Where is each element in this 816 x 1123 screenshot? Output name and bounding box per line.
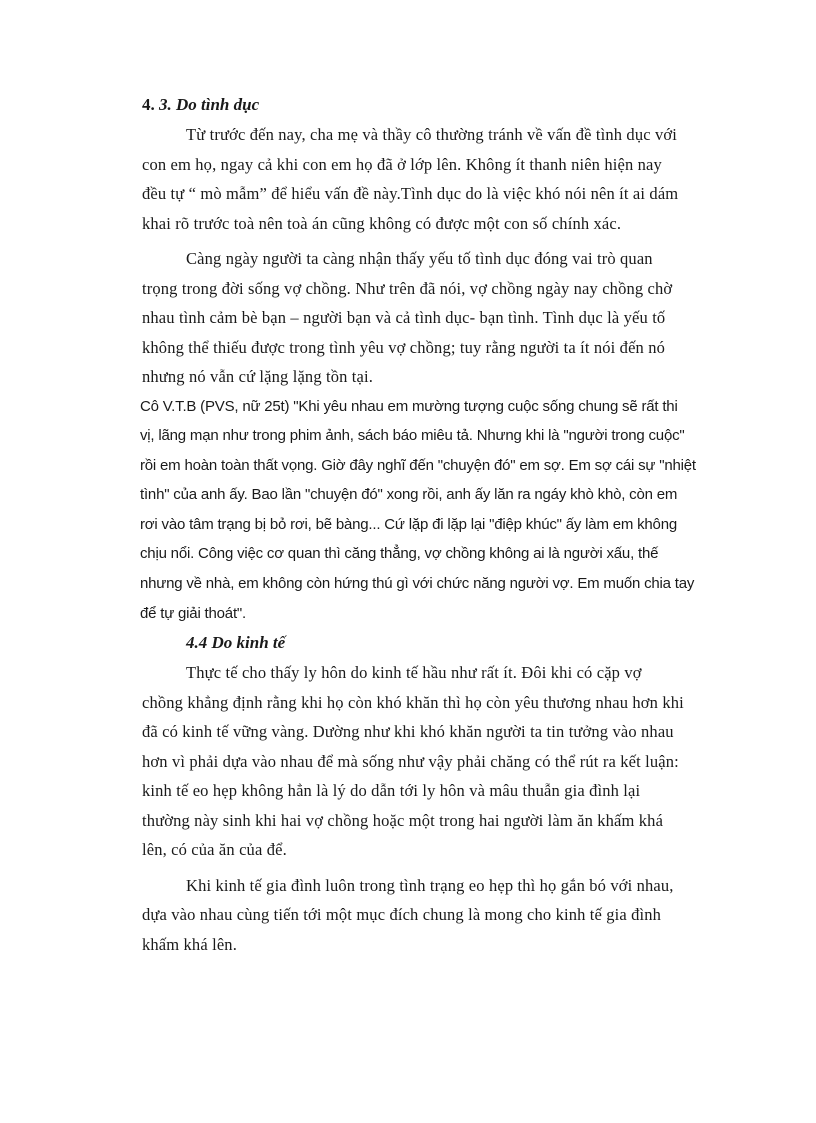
- text-line: chồng khẳng định rằng khi họ còn khó khăn thì họ còn yêu thương nhau hơn khi: [142, 692, 684, 712]
- text-line: lên, có của ăn của để.: [142, 840, 287, 860]
- text-line: Thực tế cho thấy ly hôn do kinh tế hầu như rất ít. Đôi khi có cặp vợ: [186, 663, 642, 683]
- text-line: khai rõ trước toà nên toà án cũng không có được một con số chính xác.: [142, 213, 622, 233]
- quote-line: vị, lãng mạn như trong phim ảnh, sách báo miêu tả. Nhưng khi là "người trong cuộc": [140, 427, 685, 445]
- text-line: trọng trong đời sống vợ chồng. Như trên đã nói, vợ chồng ngày nay chồng chờ: [142, 278, 673, 298]
- text-line: dựa vào nhau cùng tiến tới một mục đích chung là mong cho kinh tế gia đình: [142, 905, 662, 925]
- quote-line: rơi vào tâm trạng bị bỏ rơi, bẽ bàng... Cứ lặp đi lặp lại "điệp khúc" ấy làm em không: [140, 515, 677, 533]
- paragraph-sex-2: [142, 244, 702, 392]
- text-line: không thể thiếu được trong tình yêu vợ chồng; tuy rằng người ta ít nói đến nó: [142, 337, 666, 357]
- text-line: nhau tình cảm bè bạn – người bạn và cả tình dục- bạn tình. Tình dục là yếu tố: [142, 308, 666, 327]
- text-line: Khi kinh tế gia đình luôn trong tình trạng eo hẹp thì họ gắn bó với nhau,: [186, 875, 674, 895]
- section-heading-4-3: [142, 90, 702, 120]
- text-line: kinh tế eo hẹp không hẳn là lý do dẫn tới ly hôn và mâu thuẫn gia đình lại: [142, 781, 641, 801]
- paragraph-economy-1: [142, 658, 702, 865]
- text-line: hơn vì phải dựa vào nhau để mà sống như vậy phải chăng có thể rút ra kết luận:: [142, 751, 679, 771]
- quote-line: rồi em hoàn toàn thất vọng. Giờ đây nghĩ đến "chuyện đó" em sợ. Em sợ cái sự "nhiệt: [140, 456, 696, 474]
- quote-line: chịu nổi. Công việc cơ quan thì căng thẳng, vợ chồng không ai là người xấu, thế: [140, 545, 659, 563]
- text-line: khấm khá lên.: [142, 934, 237, 954]
- text-line: Từ trước đến nay, cha mẹ và thầy cô thường tránh về vấn đề tình dục với: [186, 125, 677, 144]
- quote-line: Cô V.T.B (PVS, nữ 25t) "Khi yêu nhau em mường tượng cuộc sống chung sẽ rất thi: [140, 397, 678, 415]
- section-title: 3. Do tình dục: [154, 95, 260, 114]
- text-line: đã có kinh tế vững vàng. Dường như khi khó khăn người ta tin tưởng vào nhau: [142, 722, 674, 742]
- text-line: thường này sinh khi hai vợ chồng hoặc một trong hai người làm ăn khấm khá: [142, 810, 664, 830]
- text-line: đều tự “ mò mẫm” để hiểu vấn đề này.Tình dục do là việc khó nói nên ít ai dám: [142, 184, 679, 203]
- text-line: nhưng nó vẫn cứ lặng lặng tồn tại.: [142, 367, 374, 386]
- text-line: Càng ngày người ta càng nhận thấy yếu tố tình dục đóng vai trò quan: [186, 249, 653, 268]
- text-line: con em họ, ngay cả khi con em họ đã ở lớp lên. Không ít thanh niên hiện nay: [142, 154, 662, 174]
- paragraph-sex-1: [142, 120, 702, 238]
- document-page: [142, 90, 702, 959]
- section-heading-4-4: 4.4 Do kinh tế: [186, 633, 286, 653]
- quote-line: để tự giải thoát".: [140, 604, 246, 622]
- paragraph-economy-2: [142, 871, 702, 960]
- quote-line: nhưng về nhà, em không còn hứng thú gì với chức năng người vợ. Em muốn chia tay: [140, 575, 695, 593]
- quote-line: tình" của anh ấy. Bao lần "chuyện đó" xong rồi, anh ấy lăn ra ngáy khò khò, còn em: [140, 486, 678, 504]
- interview-quote: [140, 392, 702, 629]
- section-number: 4.: [142, 95, 155, 114]
